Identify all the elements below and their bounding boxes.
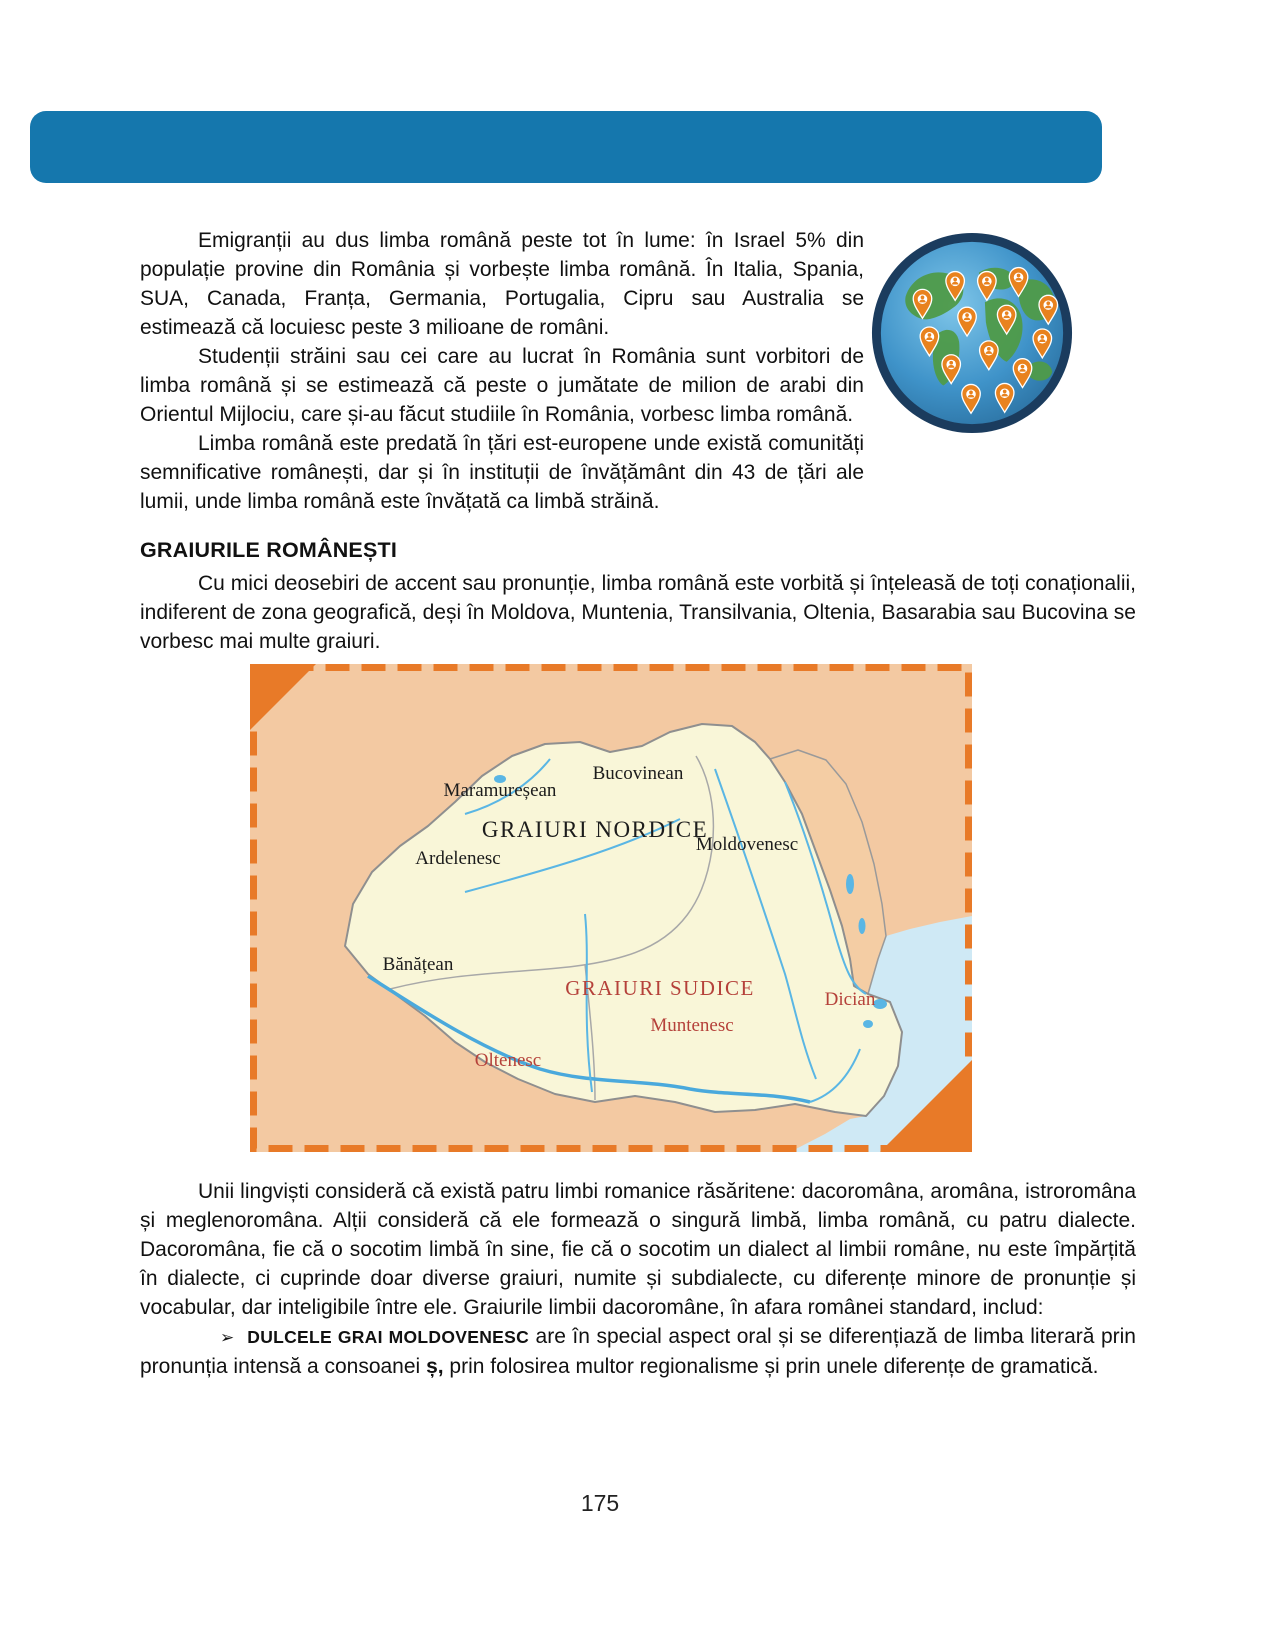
bullet-bold-s: ș, <box>426 1355 444 1378</box>
map-label-graiuri-nordice: GRAIURI NORDICE <box>481 817 709 842</box>
paragraph-four-romance-languages: Unii lingviști consideră că există patru limbi romanice răsăritene: dacoromâna, aromâna, istroromâna și meglenoromâna. Alții consideră că ele formează o singură limbă, limba română, cu patru dialecte. Dacoromâna, fie că o socotim limbă în sine, fie că o socotim un dialect al limbii române, nu este împărțită în dialecte, ci cuprinde doar diverse graiuri, numite și subdialecte, cu diferențe minore de pronunție și vocabular, dar inteligibile între ele. Graiurile limbii dacoromâne, în afara românei standard, includ: <box>140 1180 1136 1319</box>
map-label-oltenesc: Oltenesc <box>474 1050 542 1071</box>
map-label-dician: Dician <box>824 989 876 1010</box>
section-heading-graiurile-romanesti: GRAIURILE ROMÂNEȘTI <box>140 538 398 562</box>
bullet-text-part1: are în special aspect oral și se diferențiază de limba literară prin pronunția intensă a consoanei <box>140 1325 1136 1378</box>
map-label-moldovenesc: Moldovenesc <box>695 834 799 855</box>
globe-with-pins-icon <box>868 226 1076 440</box>
map-label-muntenesc: Muntenesc <box>650 1015 734 1036</box>
map-label-ardelenesc: Ardelenesc <box>415 848 501 869</box>
paragraph-taught-abroad: Limba română este predată în țări est-europene unde există comunități semnificative românești, dar și în instituții de învățământ din 43 de țări ale lumii, unde limba română este învățată ca limbă străină. <box>140 432 864 513</box>
romania-dialect-map <box>250 664 972 1152</box>
header-bar <box>30 111 1102 183</box>
page-content <box>140 226 1136 1381</box>
map-label-banatean: Bănățean <box>382 954 454 975</box>
paragraph-emigrants: Emigranții au dus limba română peste tot în lume: în Israel 5% din populație provine din România și vorbește limba română. În Italia, Spania, SUA, Canada, Franța, Germania, Portugalia, Cipru sau Australia se estimează că locuiesc peste 3 milioane de români. <box>140 229 864 339</box>
bullet-text-part2: prin folosirea multor regionalisme și prin unele diferențe de gramatică. <box>449 1355 1099 1378</box>
map-label-maramuresean: Maramureșean <box>443 780 557 801</box>
globe-figure <box>864 226 1136 466</box>
bullet-arrow-icon: ➢ <box>220 1328 235 1347</box>
paragraph-foreign-students: Studenții străini sau cei care au lucrat în România sunt vorbitori de limba română și se estimează că peste o jumătate de milion de arabi din Orientul Mijlociu, care și-au făcut studiile în România, vorbesc limba română. <box>140 345 864 426</box>
bullet-term: DULCELE GRAI MOLDOVENESC <box>247 1327 530 1347</box>
outro-section <box>140 1177 1136 1381</box>
romania-dialect-map-figure <box>250 664 972 1152</box>
map-label-graiuri-sudice: GRAIURI SUDICE <box>565 976 755 1000</box>
paragraph-graiuri-intro: Cu mici deosebiri de accent sau pronunție, limba română este vorbită și înțeleasă de toți conaționalii, indiferent de zona geografică, deși în Moldova, Muntenia, Transilvania, Oltenia, Basarabia sau Bucovina se vorbesc mai multe graiuri. <box>140 572 1136 653</box>
bullet-dulcele-grai-moldovenesc <box>140 1322 1136 1381</box>
map-label-bucovinean: Bucovinean <box>592 763 684 784</box>
page-number: 175 <box>580 1490 620 1516</box>
